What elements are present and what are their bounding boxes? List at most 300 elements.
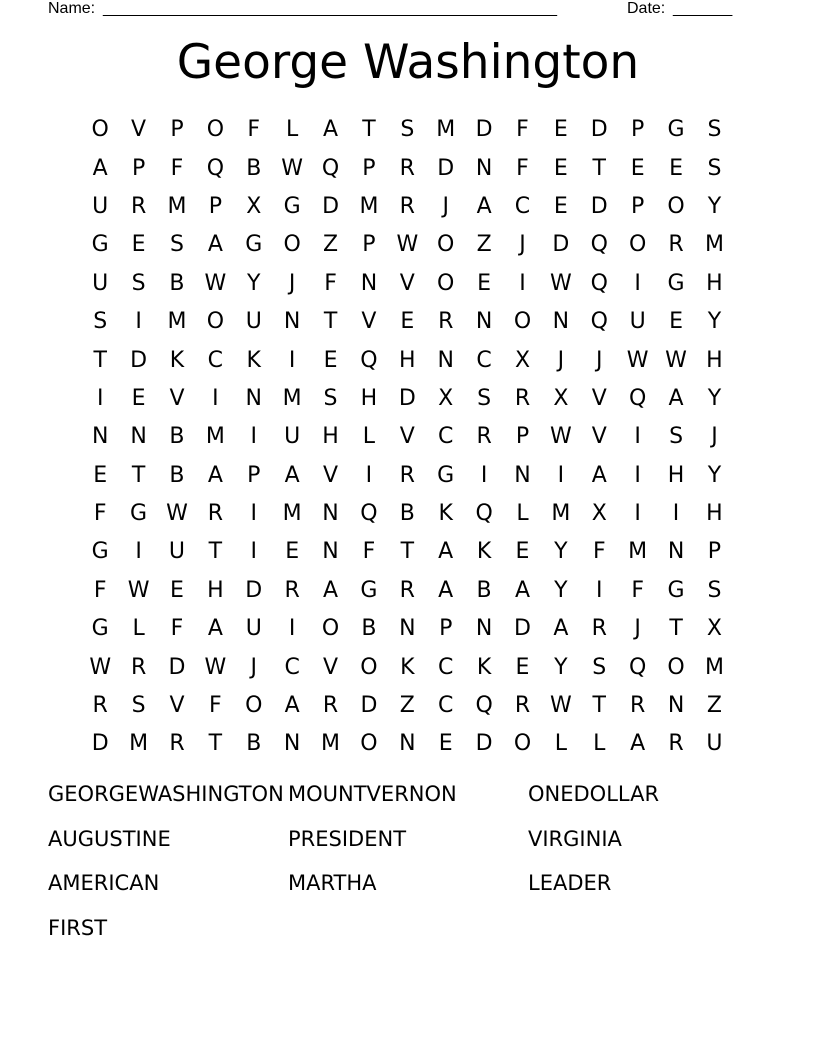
grid-letter: R bbox=[130, 654, 147, 680]
grid-letter: O bbox=[91, 117, 109, 143]
grid-letter: Q bbox=[360, 347, 378, 373]
grid-letter: K bbox=[400, 654, 415, 680]
grid-letter: B bbox=[361, 616, 377, 642]
word-list-item: PRESIDENT bbox=[288, 826, 407, 851]
grid-letter: P bbox=[439, 616, 453, 642]
grid-letter: A bbox=[514, 577, 531, 603]
grid-row bbox=[81, 418, 736, 456]
grid-letter: N bbox=[283, 731, 301, 757]
grid-letter: Y bbox=[554, 577, 568, 603]
grid-letter: O bbox=[245, 693, 263, 719]
grid-letter: G bbox=[667, 577, 685, 603]
grid-letter: R bbox=[207, 501, 224, 527]
grid-letter: N bbox=[667, 539, 685, 565]
grid-letter: K bbox=[438, 501, 453, 527]
grid-letter: G bbox=[360, 577, 378, 603]
grid-letter: A bbox=[207, 616, 223, 642]
grid-letter: N bbox=[475, 155, 493, 181]
grid-letter: K bbox=[476, 539, 492, 565]
grid-letter: W bbox=[89, 654, 112, 680]
grid-letter: R bbox=[284, 577, 300, 603]
grid-letter: A bbox=[323, 577, 339, 603]
grid-letter: S bbox=[169, 232, 184, 258]
grid-letter: W bbox=[396, 232, 419, 258]
grid-row bbox=[81, 725, 736, 763]
grid-letter: F bbox=[93, 501, 107, 527]
grid-row bbox=[81, 226, 736, 264]
grid-letter: E bbox=[400, 309, 415, 335]
grid-letter: N bbox=[130, 424, 147, 450]
grid-letter: N bbox=[245, 385, 262, 411]
grid-letter: W bbox=[204, 654, 227, 680]
grid-letter: E bbox=[515, 654, 530, 680]
grid-letter: T bbox=[669, 616, 683, 642]
grid-letter: O bbox=[360, 654, 378, 680]
grid-row bbox=[81, 610, 736, 648]
grid-letter: U bbox=[245, 309, 262, 335]
grid-letter: X bbox=[591, 501, 607, 527]
grid-letter: S bbox=[669, 424, 684, 450]
grid-letter: X bbox=[438, 385, 454, 411]
grid-row bbox=[81, 188, 736, 226]
grid-letter: J bbox=[288, 270, 296, 296]
grid-letter: C bbox=[438, 654, 454, 680]
word-list-item: MOUNTVERNON bbox=[288, 782, 457, 806]
grid-row bbox=[81, 303, 736, 341]
grid-letter: G bbox=[91, 232, 109, 258]
grid-letter: L bbox=[362, 424, 376, 450]
grid-letter: E bbox=[515, 539, 530, 565]
grid-letter: W bbox=[665, 347, 687, 373]
grid-letter: O bbox=[667, 193, 685, 219]
grid-letter: I bbox=[365, 462, 373, 488]
grid-letter: G bbox=[437, 462, 455, 488]
grid-letter: W bbox=[550, 424, 572, 450]
grid-letter: Y bbox=[707, 309, 722, 335]
grid-letter: O bbox=[206, 117, 225, 143]
grid-letter: E bbox=[669, 155, 683, 181]
grid-letter: F bbox=[516, 117, 529, 143]
grid-letter: W bbox=[626, 347, 649, 373]
grid-letter: J bbox=[442, 193, 449, 219]
grid-letter: L bbox=[516, 501, 529, 527]
grid-letter: E bbox=[553, 193, 568, 219]
grid-letter: E bbox=[131, 232, 146, 258]
grid-letter: P bbox=[131, 155, 146, 181]
grid-letter: C bbox=[207, 347, 224, 373]
grid-letter: O bbox=[360, 731, 378, 757]
grid-letter: Q bbox=[590, 270, 608, 296]
grid-letter: W bbox=[550, 693, 572, 719]
grid-letter: A bbox=[438, 577, 454, 603]
grid-letter: Q bbox=[321, 155, 340, 181]
grid-letter: T bbox=[592, 693, 606, 719]
grid-letter: D bbox=[322, 193, 340, 219]
grid-letter: S bbox=[131, 270, 146, 296]
grid-letter: Q bbox=[590, 232, 608, 258]
grid-letter: T bbox=[592, 155, 606, 181]
grid-letter: E bbox=[553, 155, 568, 181]
grid-letter: B bbox=[246, 731, 262, 757]
grid-row bbox=[81, 648, 736, 686]
grid-letter: E bbox=[323, 347, 338, 373]
grid-letter: U bbox=[92, 270, 109, 296]
date-label: Date: bbox=[627, 0, 666, 17]
grid-letter: Q bbox=[206, 155, 225, 181]
grid-letter: V bbox=[323, 462, 339, 488]
word-list-item: LEADER bbox=[528, 871, 612, 896]
grid-letter: R bbox=[130, 193, 147, 219]
name-label: Name: bbox=[48, 0, 96, 17]
grid-row bbox=[81, 572, 736, 610]
grid-letter: S bbox=[400, 117, 415, 143]
grid-letter: I bbox=[672, 501, 680, 527]
grid-letter: R bbox=[322, 693, 339, 719]
grid-letter: Y bbox=[707, 462, 722, 488]
grid-letter: I bbox=[288, 616, 296, 642]
grid-letter: S bbox=[707, 117, 722, 143]
grid-letter: M bbox=[436, 117, 456, 143]
grid-letter: N bbox=[322, 539, 339, 565]
grid-letter: K bbox=[476, 654, 492, 680]
grid-letter: P bbox=[631, 117, 645, 143]
grid-letter: T bbox=[400, 539, 415, 565]
grid-letter: J bbox=[557, 347, 565, 373]
grid-letter: R bbox=[591, 616, 607, 642]
grid-letter: O bbox=[667, 654, 685, 680]
word-list-item: MARTHA bbox=[288, 871, 377, 896]
grid-letter: I bbox=[519, 270, 526, 296]
grid-letter: E bbox=[170, 577, 184, 603]
grid-letter: P bbox=[247, 462, 261, 488]
grid-letter: M bbox=[359, 193, 379, 219]
grid-letter: G bbox=[245, 232, 263, 258]
grid-letter: B bbox=[169, 270, 185, 296]
grid-letter: D bbox=[168, 654, 186, 680]
grid-letter: D bbox=[130, 347, 148, 373]
grid-letter: O bbox=[437, 232, 455, 258]
grid-letter: D bbox=[514, 616, 531, 642]
grid-letter: V bbox=[323, 654, 339, 680]
grid-letter: F bbox=[209, 693, 222, 719]
grid-letter: C bbox=[514, 193, 531, 219]
grid-letter: H bbox=[399, 347, 416, 373]
grid-letter: G bbox=[667, 117, 685, 143]
grid-letter: T bbox=[93, 347, 107, 373]
grid-letter: T bbox=[131, 462, 146, 488]
grid-row bbox=[81, 341, 736, 379]
grid-letter: V bbox=[169, 693, 185, 719]
grid-letter: M bbox=[704, 232, 724, 258]
grid-letter: R bbox=[438, 309, 454, 335]
grid-letter: L bbox=[132, 616, 145, 642]
grid-row bbox=[81, 380, 736, 418]
grid-letter: I bbox=[250, 501, 257, 527]
grid-letter: N bbox=[91, 424, 109, 450]
grid-letter: V bbox=[361, 309, 377, 335]
grid-letter: R bbox=[92, 693, 108, 719]
grid-letter: Q bbox=[629, 385, 647, 411]
grid-letter: I bbox=[96, 385, 104, 411]
grid-letter: A bbox=[591, 462, 607, 488]
grid-letter: E bbox=[93, 462, 108, 488]
header-line bbox=[48, 0, 748, 20]
grid-letter: L bbox=[554, 731, 568, 757]
grid-letter: C bbox=[438, 693, 454, 719]
grid-letter: D bbox=[398, 385, 416, 411]
grid-letter: L bbox=[593, 731, 606, 757]
grid-letter: C bbox=[476, 347, 492, 373]
grid-letter: B bbox=[246, 155, 262, 181]
word-list bbox=[48, 777, 768, 955]
grid-letter: W bbox=[550, 270, 572, 296]
grid-letter: C bbox=[284, 654, 300, 680]
grid-letter: D bbox=[552, 232, 570, 258]
grid-row bbox=[81, 687, 736, 725]
grid-letter: Y bbox=[554, 654, 568, 680]
grid-letter: E bbox=[553, 117, 568, 143]
grid-letter: N bbox=[475, 616, 493, 642]
grid-row bbox=[81, 457, 736, 495]
grid-letter: Y bbox=[554, 539, 568, 565]
grid-letter: Y bbox=[247, 270, 261, 296]
grid-row bbox=[81, 111, 736, 149]
grid-letter: Y bbox=[707, 193, 722, 219]
grid-letter: S bbox=[707, 155, 722, 181]
grid-letter: I bbox=[557, 462, 565, 488]
grid-row bbox=[81, 495, 736, 533]
grid-letter: H bbox=[360, 385, 378, 411]
grid-letter: K bbox=[246, 347, 261, 373]
grid-letter: A bbox=[323, 117, 339, 143]
grid-letter: N bbox=[514, 462, 531, 488]
grid-letter: N bbox=[360, 270, 378, 296]
grid-letter: X bbox=[553, 385, 569, 411]
grid-letter: I bbox=[596, 577, 603, 603]
grid-letter: P bbox=[208, 193, 222, 219]
grid-letter: W bbox=[281, 155, 304, 181]
grid-letter: E bbox=[669, 309, 683, 335]
grid-letter: D bbox=[475, 117, 493, 143]
grid-letter: E bbox=[131, 385, 146, 411]
grid-letter: I bbox=[135, 309, 142, 335]
grid-letter: I bbox=[212, 385, 219, 411]
grid-letter: I bbox=[634, 424, 641, 450]
grid-letter: H bbox=[706, 501, 723, 527]
grid-letter: A bbox=[284, 693, 300, 719]
grid-letter: F bbox=[324, 270, 337, 296]
grid-letter: J bbox=[250, 654, 257, 680]
grid-letter: M bbox=[321, 731, 341, 757]
grid-letter: A bbox=[92, 155, 108, 181]
grid-letter: R bbox=[399, 577, 415, 603]
grid-letter: O bbox=[629, 232, 647, 258]
grid-letter: R bbox=[399, 155, 415, 181]
word-list-item: FIRST bbox=[48, 915, 108, 940]
grid-letter: F bbox=[592, 539, 606, 565]
grid-letter: O bbox=[321, 616, 340, 642]
grid-letter: V bbox=[399, 424, 415, 450]
name-blank-line: ______________________________________________________ bbox=[103, 0, 557, 17]
grid-letter: Q bbox=[475, 501, 493, 527]
grid-letter: I bbox=[250, 424, 257, 450]
grid-letter: A bbox=[207, 232, 223, 258]
grid-letter: W bbox=[204, 270, 227, 296]
grid-letter: G bbox=[91, 616, 109, 642]
grid-letter: S bbox=[93, 309, 108, 335]
grid-letter: F bbox=[93, 577, 107, 603]
grid-letter: N bbox=[399, 731, 416, 757]
grid-letter: M bbox=[282, 501, 302, 527]
grid-letter: V bbox=[591, 424, 607, 450]
date-blank-line: _______ bbox=[673, 0, 732, 17]
grid-letter: U bbox=[168, 539, 186, 565]
grid-row bbox=[81, 265, 736, 303]
grid-letter: Q bbox=[590, 309, 608, 335]
grid-letter: X bbox=[246, 193, 262, 219]
grid-letter: P bbox=[362, 155, 376, 181]
grid-letter: J bbox=[711, 424, 718, 450]
grid-letter: J bbox=[596, 347, 603, 373]
grid-letter: N bbox=[552, 309, 570, 335]
grid-letter: Q bbox=[475, 693, 493, 719]
grid-letter: Z bbox=[323, 232, 339, 258]
grid-letter: M bbox=[628, 539, 648, 565]
page-title: George Washington bbox=[176, 35, 640, 90]
grid-letter: R bbox=[399, 193, 415, 219]
grid-letter: R bbox=[399, 462, 415, 488]
grid-letter: E bbox=[477, 270, 492, 296]
grid-letter: S bbox=[592, 654, 607, 680]
grid-letter: A bbox=[630, 731, 646, 757]
grid-letter: R bbox=[668, 232, 684, 258]
grid-letter: D bbox=[360, 693, 378, 719]
grid-letter: H bbox=[322, 424, 339, 450]
grid-letter: N bbox=[667, 693, 685, 719]
grid-letter: M bbox=[205, 424, 225, 450]
word-list-item: AMERICAN bbox=[48, 871, 160, 896]
grid-letter: A bbox=[438, 539, 454, 565]
grid-letter: I bbox=[288, 347, 296, 373]
word-list-item: ONEDOLLAR bbox=[528, 782, 660, 806]
grid-letter: B bbox=[399, 501, 415, 527]
grid-letter: T bbox=[208, 731, 223, 757]
grid-letter: J bbox=[634, 616, 641, 642]
grid-letter: R bbox=[630, 693, 646, 719]
grid-letter: M bbox=[704, 654, 724, 680]
grid-letter: N bbox=[475, 309, 493, 335]
grid-letter: U bbox=[706, 731, 723, 757]
grid-letter: E bbox=[630, 155, 645, 181]
grid-letter: O bbox=[283, 232, 301, 258]
grid-letter: E bbox=[285, 539, 300, 565]
grid-letter: U bbox=[245, 616, 262, 642]
grid-letter: H bbox=[706, 347, 723, 373]
grid-letter: H bbox=[667, 462, 685, 488]
grid-letter: E bbox=[438, 731, 453, 757]
letter-grid bbox=[81, 111, 736, 764]
grid-letter: V bbox=[399, 270, 415, 296]
grid-letter: D bbox=[590, 117, 608, 143]
grid-letter: M bbox=[282, 385, 302, 411]
grid-letter: I bbox=[634, 270, 641, 296]
grid-letter: P bbox=[631, 193, 645, 219]
grid-letter: P bbox=[362, 232, 376, 258]
grid-letter: G bbox=[91, 539, 109, 565]
grid-letter: O bbox=[206, 309, 225, 335]
grid-letter: O bbox=[513, 731, 532, 757]
grid-letter: W bbox=[166, 501, 188, 527]
grid-letter: H bbox=[706, 270, 723, 296]
grid-letter: F bbox=[170, 616, 184, 642]
grid-letter: I bbox=[250, 539, 257, 565]
word-list-item: AUGUSTINE bbox=[48, 826, 171, 851]
grid-letter: M bbox=[129, 731, 149, 757]
grid-letter: N bbox=[283, 309, 301, 335]
grid-letter: B bbox=[169, 462, 185, 488]
grid-letter: I bbox=[634, 462, 641, 488]
grid-letter: F bbox=[170, 155, 184, 181]
grid-letter: Z bbox=[706, 693, 722, 719]
grid-letter: I bbox=[480, 462, 488, 488]
grid-letter: O bbox=[437, 270, 455, 296]
grid-letter: F bbox=[631, 577, 644, 603]
grid-letter: D bbox=[590, 193, 608, 219]
grid-letter: R bbox=[169, 731, 185, 757]
grid-letter: T bbox=[362, 117, 376, 143]
grid-letter: G bbox=[667, 270, 685, 296]
grid-letter: U bbox=[284, 424, 301, 450]
grid-letter: H bbox=[207, 577, 224, 603]
grid-letter: J bbox=[519, 232, 526, 258]
grid-letter: S bbox=[477, 385, 492, 411]
grid-letter: D bbox=[91, 731, 109, 757]
grid-letter: U bbox=[629, 309, 646, 335]
grid-letter: T bbox=[208, 539, 223, 565]
grid-letter: P bbox=[707, 539, 722, 565]
grid-letter: A bbox=[553, 616, 569, 642]
grid-letter: N bbox=[437, 347, 454, 373]
grid-letter: Y bbox=[707, 385, 722, 411]
grid-row bbox=[81, 149, 736, 187]
grid-row bbox=[81, 533, 736, 571]
grid-letter: V bbox=[591, 385, 607, 411]
grid-letter: B bbox=[169, 424, 185, 450]
grid-letter: F bbox=[516, 155, 529, 181]
grid-letter: A bbox=[476, 193, 492, 219]
grid-letter: V bbox=[131, 117, 147, 143]
grid-letter: M bbox=[167, 309, 187, 335]
grid-letter: G bbox=[283, 193, 301, 219]
grid-letter: I bbox=[634, 501, 641, 527]
grid-letter: V bbox=[169, 385, 185, 411]
grid-letter: I bbox=[135, 539, 142, 565]
grid-letter: T bbox=[323, 309, 338, 335]
grid-letter: R bbox=[514, 385, 531, 411]
grid-letter: Q bbox=[360, 501, 378, 527]
grid-letter: O bbox=[513, 309, 532, 335]
grid-letter: P bbox=[170, 117, 184, 143]
grid-letter: M bbox=[551, 501, 571, 527]
grid-letter: X bbox=[706, 616, 722, 642]
word-list-item: VIRGINIA bbox=[528, 826, 622, 851]
grid-letter: Z bbox=[399, 693, 415, 719]
grid-letter: Z bbox=[476, 232, 492, 258]
grid-letter: G bbox=[130, 501, 148, 527]
grid-letter: R bbox=[668, 731, 684, 757]
grid-letter: N bbox=[399, 616, 416, 642]
grid-letter: D bbox=[245, 577, 263, 603]
